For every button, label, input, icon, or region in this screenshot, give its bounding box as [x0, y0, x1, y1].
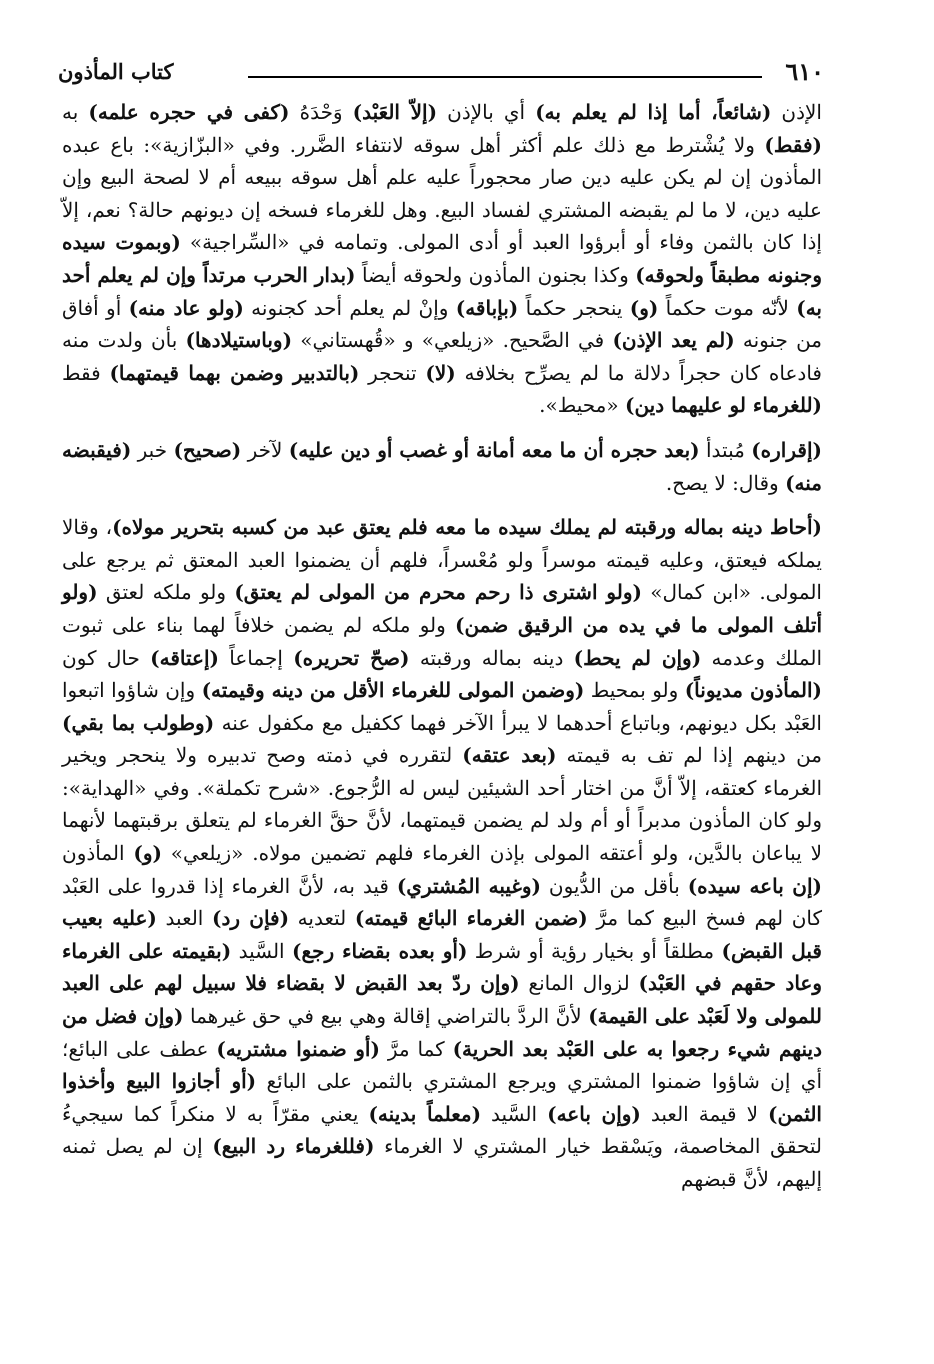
matn-text: (وإن باعه) [547, 1101, 641, 1126]
commentary-text: السَّيد [481, 1101, 548, 1126]
matn-text: (لم يعد الإذن) [612, 328, 735, 353]
header-rule [248, 76, 762, 78]
matn-text: (وضمن المولى للغرماء الأقل من دينه وقيمته) [201, 678, 585, 703]
matn-text: (صحيح) [173, 437, 242, 462]
paragraph [62, 434, 822, 499]
commentary-text: قيد به، لأنَّ الغرماء إذا قدروا على العَبْد كان لهم فسخ البيع كما مرَّ [62, 873, 823, 931]
commentary-text: إجماعاً [218, 645, 294, 670]
paragraph [62, 96, 822, 422]
commentary-text: ، وقالا يملكه فيعتق، وعليه قيمته موسراً ولو مُعْسراً، فلهم أن يضمنوا العبد المعتق ثم يرجع على المولى. «ابن كمال» [62, 515, 822, 605]
matn-text: (فيقبضه منه) [62, 437, 822, 495]
page-number: ٦١٠ [785, 57, 824, 86]
commentary-text: وكذا بجنون المأذون ولحوقه أيضاً [355, 262, 636, 287]
matn-text: (و) [133, 841, 162, 866]
matn-text: (ولو أتلف المولى ما في يده من الرقيق ضمن) [62, 580, 822, 637]
matn-text: (معلماً بدينه) [368, 1101, 482, 1126]
commentary-text: لتعديه [289, 906, 355, 931]
commentary-text: وَحْدَهُ [289, 100, 353, 124]
commentary-text: وقال: لا يصح. [665, 470, 786, 495]
matn-text: (أو ضمنوا مشتريه) [216, 1036, 380, 1061]
matn-text: (ولو اشترى ذا رحم محرم من المولى لم يعتق) [234, 580, 642, 605]
commentary-text: كما مرَّ [379, 1036, 453, 1061]
matn-text: (بقيمته على الغرماء وعاد حقهم في العَبْد) [62, 938, 823, 996]
matn-text: (للغرماء لو عليهما دين) [624, 393, 822, 418]
body-text [62, 96, 822, 1196]
matn-text: (إن باعه سيده) [687, 873, 823, 898]
commentary-text: به [62, 100, 89, 124]
matn-text: (بإباقه) [455, 295, 519, 320]
matn-text: (إقراره) [751, 437, 822, 462]
commentary-text: لآخر [241, 437, 289, 462]
commentary-text: خبر [131, 437, 174, 462]
commentary-text: في الصَّحيح. «زيلعي» و «قُهستاني» [292, 328, 613, 353]
commentary-text: مُبتدأ [699, 437, 752, 462]
commentary-text: بأن ولدت منه فادعاه كان حجراً دلالة ما لم يصرِّح بخلافه [62, 328, 822, 385]
matn-text: (بعد حجره أن ما معه أمانة أو غصب أو دين عليه) [288, 437, 700, 462]
commentary-text: لزوال المانع [519, 971, 639, 996]
commentary-text: ولو ملكه لم يضمن خلافاً لهما بناء على ثبوت الملك وعدمه [62, 612, 823, 670]
commentary-text: أي بالإذن [437, 100, 536, 124]
book-title: كتاب المأذون [58, 59, 174, 84]
commentary-text: أو أفاق من جنونه [62, 295, 823, 353]
commentary-text: وإنْ لم يعلم أحد كجنونه [243, 295, 456, 320]
commentary-text: ولو ملكه لعتق [97, 580, 235, 605]
commentary-text: يعني مقرّاً به لا منكراً كما سيجيءُ لتحقق المخاصمة، ويَسْقط خيار المشتري لا الغرماء [62, 1101, 823, 1159]
commentary-text: تنحجر [359, 360, 426, 385]
commentary-text: مطلقاً أو بخيار رؤية أو شرط [467, 938, 722, 963]
commentary-text: لأنّه موت حكماً [658, 295, 797, 320]
matn-text: (إلاّ العَبْد) [352, 100, 438, 124]
matn-text: (وإن فضل من دينهم شيء رجعوا به على العَبْد بعد الحرية) [62, 1004, 823, 1061]
matn-text: (كفى في حجره علمه) [88, 100, 290, 124]
commentary-text: من دينهم إذا لم تف به قيمته [556, 743, 823, 768]
commentary-text: المأذون [62, 841, 134, 866]
matn-text: (وباستيلادها) [185, 328, 293, 353]
commentary-text: ولا يُشْترط مع ذلك علم أكثر أهل سوقه لانتفاء الضَّرر. وفي «البزّازية»: باع عبده المأذون إن لم يكن عليه دين صار محجوراً عليه علم أهل سوقه ببيعه أم لا لصحة البيع وإن عليه دين، لا ما لم يقبضه المشتري لفساد البيع. وهل للغرماء فسخه إن ديونهم حالة؟ نعم، إلاّ إذا كان بالثمن وفاء أو أبرؤوا العبد أو أدى المولى. وتمامه في «السِّراجية» [62, 132, 822, 255]
matn-text: (و) [629, 295, 659, 320]
commentary-text: وإن شاؤوا اتبعوا العَبْد بكل ديونهم، وباتباع أحدهما لا يبرأ الآخر فهما ككفيل مع مكفول عنه [62, 678, 822, 735]
matn-text: (المأذون مديوناً) [684, 678, 822, 703]
commentary-text: لا قيمة العبد [640, 1101, 769, 1126]
commentary-text: حال كون [62, 645, 151, 670]
matn-text: (وإن ردّ بعد القبض لا بقضاء فلا سبيل لهم على العبد للمولى ولا لَعَبْد على القيمة) [62, 971, 823, 1029]
matn-text: (فقط) [764, 132, 822, 157]
matn-text: (لا) [425, 360, 456, 385]
matn-text: (ضمن الغرماء البائع قيمته) [354, 906, 588, 931]
commentary-text: دينه بماله ورقبته [409, 645, 574, 670]
commentary-text: الإذن [771, 100, 822, 124]
matn-text: (أو أجازوا البيع وأخذوا الثمن) [62, 1069, 822, 1126]
matn-text: (فإن رد) [212, 906, 290, 931]
commentary-text: العبد [156, 906, 212, 931]
commentary-text: بأقل من الدُّيون [540, 873, 688, 898]
matn-text: (وطولب بما بقي) [62, 710, 215, 735]
commentary-text: لأنَّ الردَّ بالتراضي إقالة وهي بيع في حق غيرهما [183, 1004, 589, 1029]
commentary-text: إن لم يصل ثمنه إليهم، لأنَّ قبضهم [62, 1134, 822, 1191]
commentary-text: السَّيد [231, 938, 292, 963]
running-header [58, 56, 824, 88]
commentary-text: فقط [62, 360, 110, 385]
commentary-text: ولو بمحيط [584, 678, 685, 703]
matn-text: (وغيبه المُشتري) [396, 873, 541, 898]
commentary-text: «محيط». [539, 393, 625, 418]
matn-text: (شائعاً، أما إذا لم يعلم به) [535, 100, 772, 124]
matn-text: (وإن لم يحط) [573, 645, 702, 670]
matn-text: (أو بعده بقضاء رجع) [291, 938, 468, 963]
matn-text: (إعتاقه) [150, 645, 219, 670]
matn-text: (بالتدبير وضمن بهما قيمتهما) [109, 360, 360, 385]
matn-text: (عليه بعيب قبل القبض) [62, 906, 822, 963]
commentary-text: عطف على البائع؛ أي إن شاؤوا ضمنوا المشتري ويرجع المشتري بالثمن على البائع [62, 1036, 823, 1094]
matn-text: (بعد عتقه) [462, 743, 557, 768]
matn-text: (بدار الحرب مرتداً وإن لم يعلم أحد به) [62, 262, 823, 320]
matn-text: (فللغرماء رد البيع) [212, 1134, 375, 1159]
matn-text: (ولو عاد منه) [128, 295, 244, 320]
matn-text: (أحاط دينه بماله ورقبته لم يملك سيده ما معه فلم يعتق عبد من كسبه بتحرير مولاه) [112, 515, 823, 540]
paragraph [62, 511, 822, 1195]
commentary-text: ينحجر حكماً [518, 295, 630, 320]
matn-text: (صحّ تحريره) [293, 645, 410, 670]
commentary-text: لتقرره في ذمته وصح تدبيره ولا ينحجر ويخير الغرماء كعتقه، إلاّ أنَّ من اختار أحد الشيئين ليس له الرُّجوع. «شرح تكملة». وفي «الهداية»: ولو كان المأذون مدبراً أو أم ولد لم يضمن قيمتهما، لأنَّ حقَّ الغرماء لم يتعلق برقبتهما لأنهما لا يباعان بالدَّين، ولو أعتقه المولى بإذن الغرماء فلهم تضمين مولاه. «زيلعي» [62, 743, 822, 866]
matn-text: (وبموت سيده وجنونه مطبقاً ولحوقه) [62, 230, 823, 287]
